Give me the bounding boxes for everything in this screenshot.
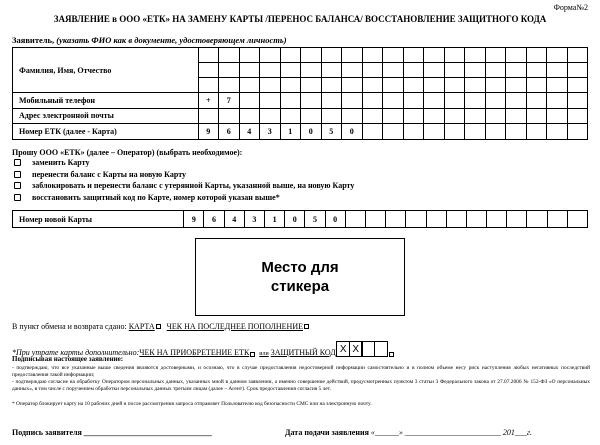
option-item[interactable] — [14, 170, 186, 179]
code-cell[interactable] — [374, 341, 388, 357]
grid-cell[interactable] — [567, 63, 588, 78]
grid-cell[interactable] — [342, 63, 363, 78]
grid-cell[interactable] — [567, 124, 588, 140]
grid-cell[interactable] — [301, 78, 322, 93]
sticker-line: Место для — [261, 259, 339, 276]
option-label: перенести баланс с Карты на новую Карту — [32, 169, 187, 179]
grid-cell[interactable] — [465, 63, 486, 78]
sign-heading: Подписывая настоящее заявление: — [12, 355, 124, 363]
grid-cell[interactable] — [547, 63, 568, 78]
code-box — [338, 341, 388, 357]
grid-cell[interactable] — [301, 93, 322, 109]
grid-cell[interactable] — [301, 48, 322, 63]
grid-cell[interactable] — [219, 78, 240, 93]
checkbox[interactable] — [14, 182, 21, 189]
grid-cell[interactable] — [506, 78, 527, 93]
grid-cell[interactable] — [403, 108, 424, 124]
paragraph: * Оператор блокирует карту на 10 рабочих дней и после рассмотрения запроса отправляет Пользователю код безопасности СМС или на электронную почту. — [12, 401, 372, 407]
grid-cell[interactable] — [424, 63, 445, 78]
grid-cell[interactable] — [465, 78, 486, 93]
grid-cell[interactable] — [487, 211, 507, 228]
grid-cell[interactable] — [239, 63, 260, 78]
grid-cell[interactable] — [219, 63, 240, 78]
grid-cell[interactable] — [260, 108, 281, 124]
grid-cell[interactable] — [506, 108, 527, 124]
grid-cell[interactable] — [260, 78, 281, 93]
checkbox[interactable] — [14, 159, 21, 166]
grid-cell[interactable] — [239, 93, 260, 109]
grid-cell[interactable] — [383, 48, 404, 63]
grid-cell[interactable] — [301, 63, 322, 78]
grid-cell[interactable] — [547, 211, 567, 228]
lost-receipt-checkbox[interactable] — [250, 352, 255, 357]
grid-cell[interactable] — [547, 93, 568, 109]
handed-card-checkbox[interactable] — [156, 324, 161, 329]
grid-cell[interactable] — [424, 78, 445, 93]
grid-cell[interactable] — [321, 93, 342, 109]
grid-cell[interactable] — [219, 108, 240, 124]
grid-cell[interactable] — [198, 63, 219, 78]
grid-cell[interactable] — [424, 124, 445, 140]
grid-cell[interactable] — [403, 93, 424, 109]
lost-code: ЗАЩИТНЫЙ КОД — [270, 348, 336, 357]
code-cell[interactable]: X — [336, 341, 350, 357]
grid-cell[interactable] — [446, 211, 466, 228]
applicant-text: Заявитель, — [12, 35, 57, 45]
paragraph: - подтверждаю согласие на обработку Оператором персональных данных, указанных мной в данном заявлении, а именно совершение действий, предусмотренных пунктом 3 статьи 3 Федерального закона от 27.07.2006 № 152-ФЗ «О персональных данных», в том числе с поручением обработки персональных данных третьим лицам (далее – Агент). Срок предоставления согласия 5 лет. — [12, 379, 590, 392]
fio-label: Фамилия, Имя, Отчество — [13, 48, 199, 93]
sticker-area — [195, 238, 405, 316]
grid-cell[interactable]: 0 — [285, 211, 305, 228]
grid-cell[interactable] — [280, 63, 301, 78]
grid-cell[interactable] — [342, 108, 363, 124]
grid-cell[interactable] — [301, 108, 322, 124]
grid-cell[interactable] — [444, 124, 465, 140]
grid-cell[interactable]: 4 — [239, 124, 260, 140]
grid-cell[interactable] — [526, 48, 547, 63]
grid-cell[interactable] — [219, 48, 240, 63]
grid-cell[interactable] — [403, 63, 424, 78]
handed-prefix: В пункт обмена и возврата сдано: — [12, 322, 129, 331]
applicant-table — [12, 47, 588, 140]
grid-cell[interactable] — [547, 108, 568, 124]
grid-cell[interactable] — [444, 63, 465, 78]
grid-cell[interactable] — [239, 108, 260, 124]
grid-cell[interactable]: 0 — [342, 124, 363, 140]
grid-cell[interactable]: 6 — [204, 211, 224, 228]
grid-cell[interactable] — [507, 211, 527, 228]
option-label: восстановить защитный код по Карте, номер которой указан выше* — [32, 192, 280, 202]
grid-cell[interactable] — [406, 211, 426, 228]
grid-cell[interactable] — [485, 124, 506, 140]
grid-cell[interactable] — [362, 78, 383, 93]
grid-cell[interactable] — [365, 211, 385, 228]
signature-field[interactable]: Подпись заявителя ________________________________ — [12, 428, 212, 437]
grid-cell[interactable] — [403, 48, 424, 63]
phone-label: Мобильный телефон — [13, 93, 199, 109]
grid-cell[interactable] — [526, 63, 547, 78]
grid-cell[interactable]: + — [198, 93, 219, 109]
grid-cell[interactable]: 1 — [280, 124, 301, 140]
grid-cell[interactable] — [527, 211, 547, 228]
grid-cell[interactable] — [362, 124, 383, 140]
document-title: ЗАЯВЛЕНИЕ в ООО «ЕТК» НА ЗАМЕНУ КАРТЫ /ПЕРЕНОС БАЛАНСА/ ВОССТАНОВЛЕНИЕ ЗАЩИТНОГО КОДА — [53, 14, 547, 24]
grid-cell[interactable] — [321, 48, 342, 63]
grid-cell[interactable] — [547, 48, 568, 63]
lost-receipt: ЧЕК НА ПРИОБРЕТЕНИЕ ЕТК — [139, 348, 250, 357]
grid-cell[interactable] — [198, 78, 219, 93]
grid-cell[interactable] — [547, 124, 568, 140]
grid-cell[interactable] — [280, 48, 301, 63]
grid-cell[interactable] — [260, 63, 281, 78]
checkbox[interactable] — [14, 194, 21, 201]
grid-cell[interactable] — [345, 211, 365, 228]
grid-cell[interactable] — [465, 124, 486, 140]
new-card-table — [12, 210, 588, 228]
grid-cell[interactable] — [321, 78, 342, 93]
grid-cell[interactable] — [567, 93, 588, 109]
grid-cell[interactable] — [321, 108, 342, 124]
form-number: Форма№2 — [553, 3, 588, 12]
grid-cell[interactable] — [547, 78, 568, 93]
grid-cell[interactable] — [444, 108, 465, 124]
date-value[interactable]: «______» ________________________ 201___г. — [370, 428, 532, 437]
grid-cell[interactable] — [342, 78, 363, 93]
grid-cell[interactable]: 9 — [184, 211, 204, 228]
grid-cell[interactable] — [280, 93, 301, 109]
grid-cell[interactable] — [383, 93, 404, 109]
grid-cell[interactable] — [485, 63, 506, 78]
grid-cell[interactable] — [198, 108, 219, 124]
date-field[interactable] — [285, 428, 532, 437]
email-label: Адрес электронной почты — [13, 108, 199, 124]
grid-cell[interactable] — [444, 93, 465, 109]
grid-cell[interactable] — [383, 108, 404, 124]
grid-cell[interactable] — [465, 108, 486, 124]
grid-cell[interactable] — [424, 93, 445, 109]
grid-cell[interactable]: 0 — [301, 124, 322, 140]
option-label: заблокировать и перенести баланс с утерянной Карты, указанной выше, на новую Карту — [32, 181, 355, 190]
code-cell[interactable]: X — [349, 341, 363, 357]
grid-cell[interactable]: 5 — [305, 211, 325, 228]
option-item[interactable] — [14, 158, 89, 167]
grid-cell[interactable] — [342, 93, 363, 109]
grid-cell[interactable] — [506, 63, 527, 78]
grid-cell[interactable]: 3 — [260, 124, 281, 140]
lost-prefix: *При утрате карты дополнительно: — [12, 348, 140, 357]
grid-cell[interactable] — [386, 211, 406, 228]
grid-cell[interactable] — [362, 63, 383, 78]
grid-cell[interactable] — [239, 78, 260, 93]
grid-cell[interactable] — [567, 78, 588, 93]
option-label: заменить Карту — [32, 158, 90, 167]
applicant-label — [12, 35, 287, 45]
lost-or: или — [259, 351, 269, 357]
grid-cell[interactable] — [567, 108, 588, 124]
grid-cell[interactable] — [424, 108, 445, 124]
grid-cell[interactable] — [260, 48, 281, 63]
grid-cell[interactable] — [526, 108, 547, 124]
grid-cell[interactable] — [321, 63, 342, 78]
grid-cell[interactable] — [485, 93, 506, 109]
sticker-line: стикера — [270, 278, 330, 295]
grid-cell[interactable] — [280, 108, 301, 124]
grid-cell[interactable] — [506, 48, 527, 63]
grid-cell[interactable] — [362, 108, 383, 124]
date-label: Дата подачи заявления — [285, 428, 371, 437]
request-text: Прошу ООО «ЕТК» (далее – Оператор) (выбрать необходимое): — [12, 148, 243, 157]
grid-cell[interactable] — [426, 211, 446, 228]
handed-line — [12, 322, 309, 331]
grid-cell[interactable] — [506, 124, 527, 140]
grid-cell[interactable] — [383, 124, 404, 140]
grid-cell[interactable] — [506, 93, 527, 109]
grid-cell[interactable] — [362, 93, 383, 109]
grid-cell[interactable] — [444, 78, 465, 93]
grid-cell[interactable] — [465, 93, 486, 109]
grid-cell[interactable] — [485, 78, 506, 93]
grid-cell[interactable] — [342, 48, 363, 63]
grid-cell[interactable] — [526, 78, 547, 93]
grid-cell[interactable] — [383, 63, 404, 78]
grid-cell[interactable] — [567, 48, 588, 63]
grid-cell[interactable] — [424, 48, 445, 63]
grid-cell[interactable] — [526, 124, 547, 140]
grid-cell[interactable]: 5 — [321, 124, 342, 140]
new-card-label: Номер новой Карты — [13, 211, 184, 228]
handed-receipt-checkbox[interactable] — [304, 324, 309, 329]
grid-cell[interactable] — [485, 108, 506, 124]
grid-cell[interactable]: 0 — [325, 211, 345, 228]
option-item[interactable] — [14, 193, 280, 202]
paragraph: - подтверждаю, что все указанные выше сведения являются достоверными, и осознаю, что в случае предоставления недостоверной информации самостоятельно и в полном объеме несу риск наступления любых негативных последствий предоставления такой информации; — [12, 365, 590, 378]
grid-cell[interactable] — [198, 48, 219, 63]
checkbox[interactable] — [14, 171, 21, 178]
grid-cell[interactable] — [444, 48, 465, 63]
grid-cell[interactable] — [280, 78, 301, 93]
grid-cell[interactable]: 6 — [219, 124, 240, 140]
handed-receipt: ЧЕК НА ПОСЛЕДНЕЕ ПОПОЛНЕНИЕ — [166, 322, 303, 331]
grid-cell[interactable] — [383, 78, 404, 93]
grid-cell[interactable]: 1 — [265, 211, 285, 228]
lost-code-checkbox[interactable] — [389, 352, 394, 357]
handed-card: КАРТА — [128, 322, 155, 331]
grid-cell[interactable] — [466, 211, 486, 228]
grid-cell[interactable]: 4 — [224, 211, 244, 228]
grid-cell[interactable] — [362, 48, 383, 63]
grid-cell[interactable] — [567, 211, 587, 228]
grid-cell[interactable]: 3 — [244, 211, 264, 228]
grid-cell[interactable]: 9 — [198, 124, 219, 140]
grid-cell[interactable] — [260, 93, 281, 109]
grid-cell[interactable] — [403, 78, 424, 93]
grid-cell[interactable] — [239, 48, 260, 63]
grid-cell[interactable] — [465, 48, 486, 63]
option-item[interactable] — [14, 181, 354, 190]
grid-cell[interactable] — [526, 93, 547, 109]
applicant-hint: (указать ФИО как в документе, удостоверяющем личность) — [56, 35, 287, 45]
card-label: Номер ЕТК (далее - Карта) — [13, 124, 199, 140]
grid-cell[interactable]: 7 — [219, 93, 240, 109]
grid-cell[interactable] — [403, 124, 424, 140]
grid-cell[interactable] — [485, 48, 506, 63]
